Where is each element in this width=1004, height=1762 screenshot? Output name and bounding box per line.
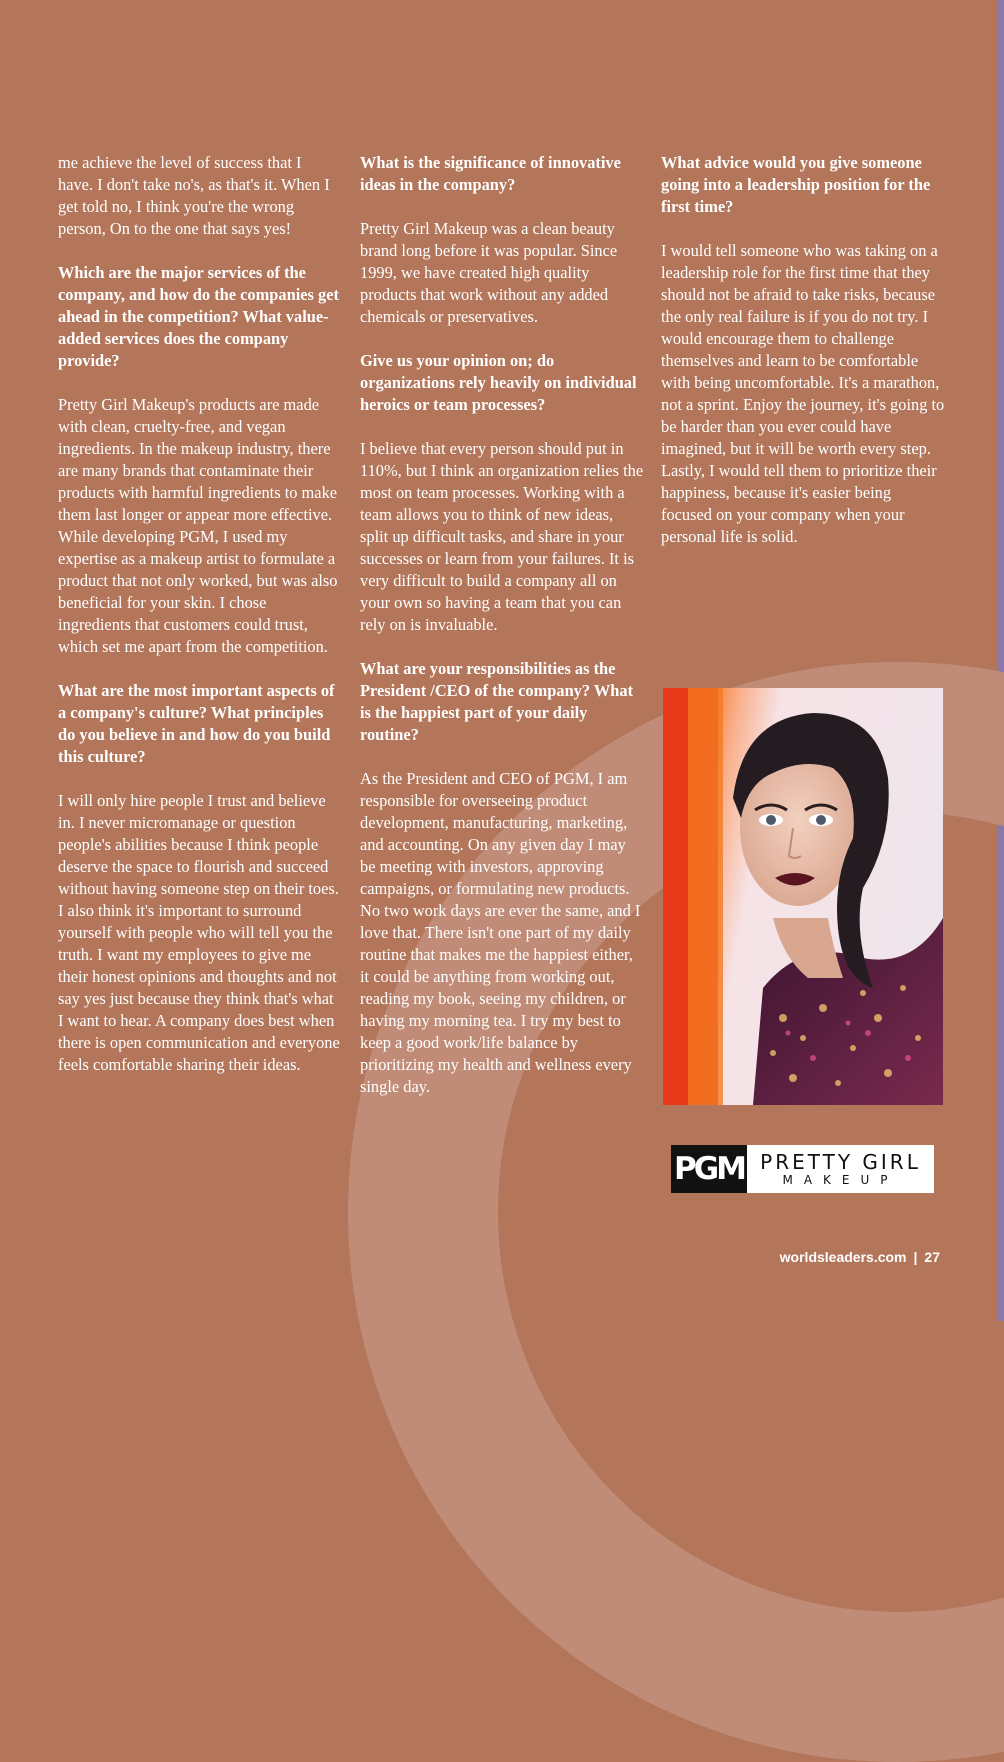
article-column-1 [58, 152, 340, 1098]
pretty-girl-makeup-logo [671, 1145, 934, 1193]
answer-paragraph: Pretty Girl Makeup was a clean beauty brand long before it was popular. Since 1999, we have created high quality products that work without any added chemicals or preservatives. [360, 219, 618, 326]
question-heading: Give us your opinion on; do organizations rely heavily on individual heroics or team processes? [360, 351, 637, 414]
footer-site: worldsleaders.com [779, 1249, 907, 1265]
question-heading: What are the most important aspects of a company's culture? What principles do you believe in and how do you build this culture? [58, 681, 335, 766]
answer-paragraph: me achieve the level of success that I have. I don't take no's, as that's it. When I get told no, I think you're the wrong person, On to the one that says yes! [58, 153, 330, 238]
answer-paragraph: Pretty Girl Makeup's products are made with clean, cruelty-free, and vegan ingredients. In the makeup industry, there are many brands that contaminate their products with harmful ingredients to make them last longer or appear more effective. While developing PGM, I used my expertise as a makeup artist to formulate a product that not only worked, but was also beneficial for your skin. I chose ingredients that customers could trust, which set me apart from the competition. [58, 395, 338, 656]
question-heading: What advice would you give someone going into a leadership position for the first time? [661, 153, 931, 216]
article-column-3 [661, 152, 945, 570]
article-column-2 [360, 152, 644, 1120]
question-heading: Which are the major services of the company, and how do the companies get ahead in the competition? What value-added services does the company provide? [58, 263, 339, 370]
answer-paragraph: As the President and CEO of PGM, I am responsible for overseeing product development, manufacturing, marketing, and accounting. On any given day I may be meeting with investors, approving campaigns, or formulating new products. No two work days are ever the same, and I love that. There isn't one part of my daily routine that makes me the happiest either, it could be anything from working out, reading my book, seeing my children, or having my morning tea. I try my best to keep a good work/life balance by prioritizing my health and wellness every single day. [360, 769, 641, 1096]
footer-separator: | [913, 1249, 918, 1265]
question-heading: What is the significance of innovative ideas in the company? [360, 153, 621, 194]
answer-paragraph: I will only hire people I trust and believe in. I never micromanage or question people's abilities because I think people deserve the space to flourish and succeed without having someone step on their toes. I also think it's important to surround yourself with people who will tell you the truth. I want my employees to give me their honest opinions and thoughts and not say yes just because they think that's what I want to hear. A company does best when there is open communication and everyone feels comfortable sharing their ideas. [58, 791, 340, 1074]
page-footer [780, 1249, 940, 1265]
portrait-illustration [663, 688, 943, 1105]
portrait-photo [663, 688, 943, 1105]
logo-line-1: PRETTY GIRL [760, 1150, 921, 1174]
answer-paragraph: I would tell someone who was taking on a leadership role for the first time that they should not be afraid to take risks, because the only real failure is if you do not try. I would encourage them to challenge themselves and learn to be comfortable with being uncomfortable. It's a marathon, not a sprint. Enjoy the journey, it's going to be harder than you ever could have imagined, but it will be worth every step. Lastly, I would tell them to prioritize their happiness, because it's easier being focused on your company when your personal life is solid. [661, 241, 945, 546]
logo-monogram: PGM [671, 1145, 747, 1193]
question-heading: What are your responsibilities as the President /CEO of the company? What is the happiest part of your daily routine? [360, 659, 634, 744]
logo-line-2: MAKEUP [782, 1173, 899, 1187]
page-number: 27 [924, 1249, 940, 1265]
answer-paragraph: I believe that every person should put in 110%, but I think an organization relies the most on team processes. Working with a team allows you to think of new ideas, split up difficult tasks, and share in your successes or learn from your failures. It is very difficult to build a company all on your own so having a team that you can rely on is invaluable. [360, 439, 644, 634]
